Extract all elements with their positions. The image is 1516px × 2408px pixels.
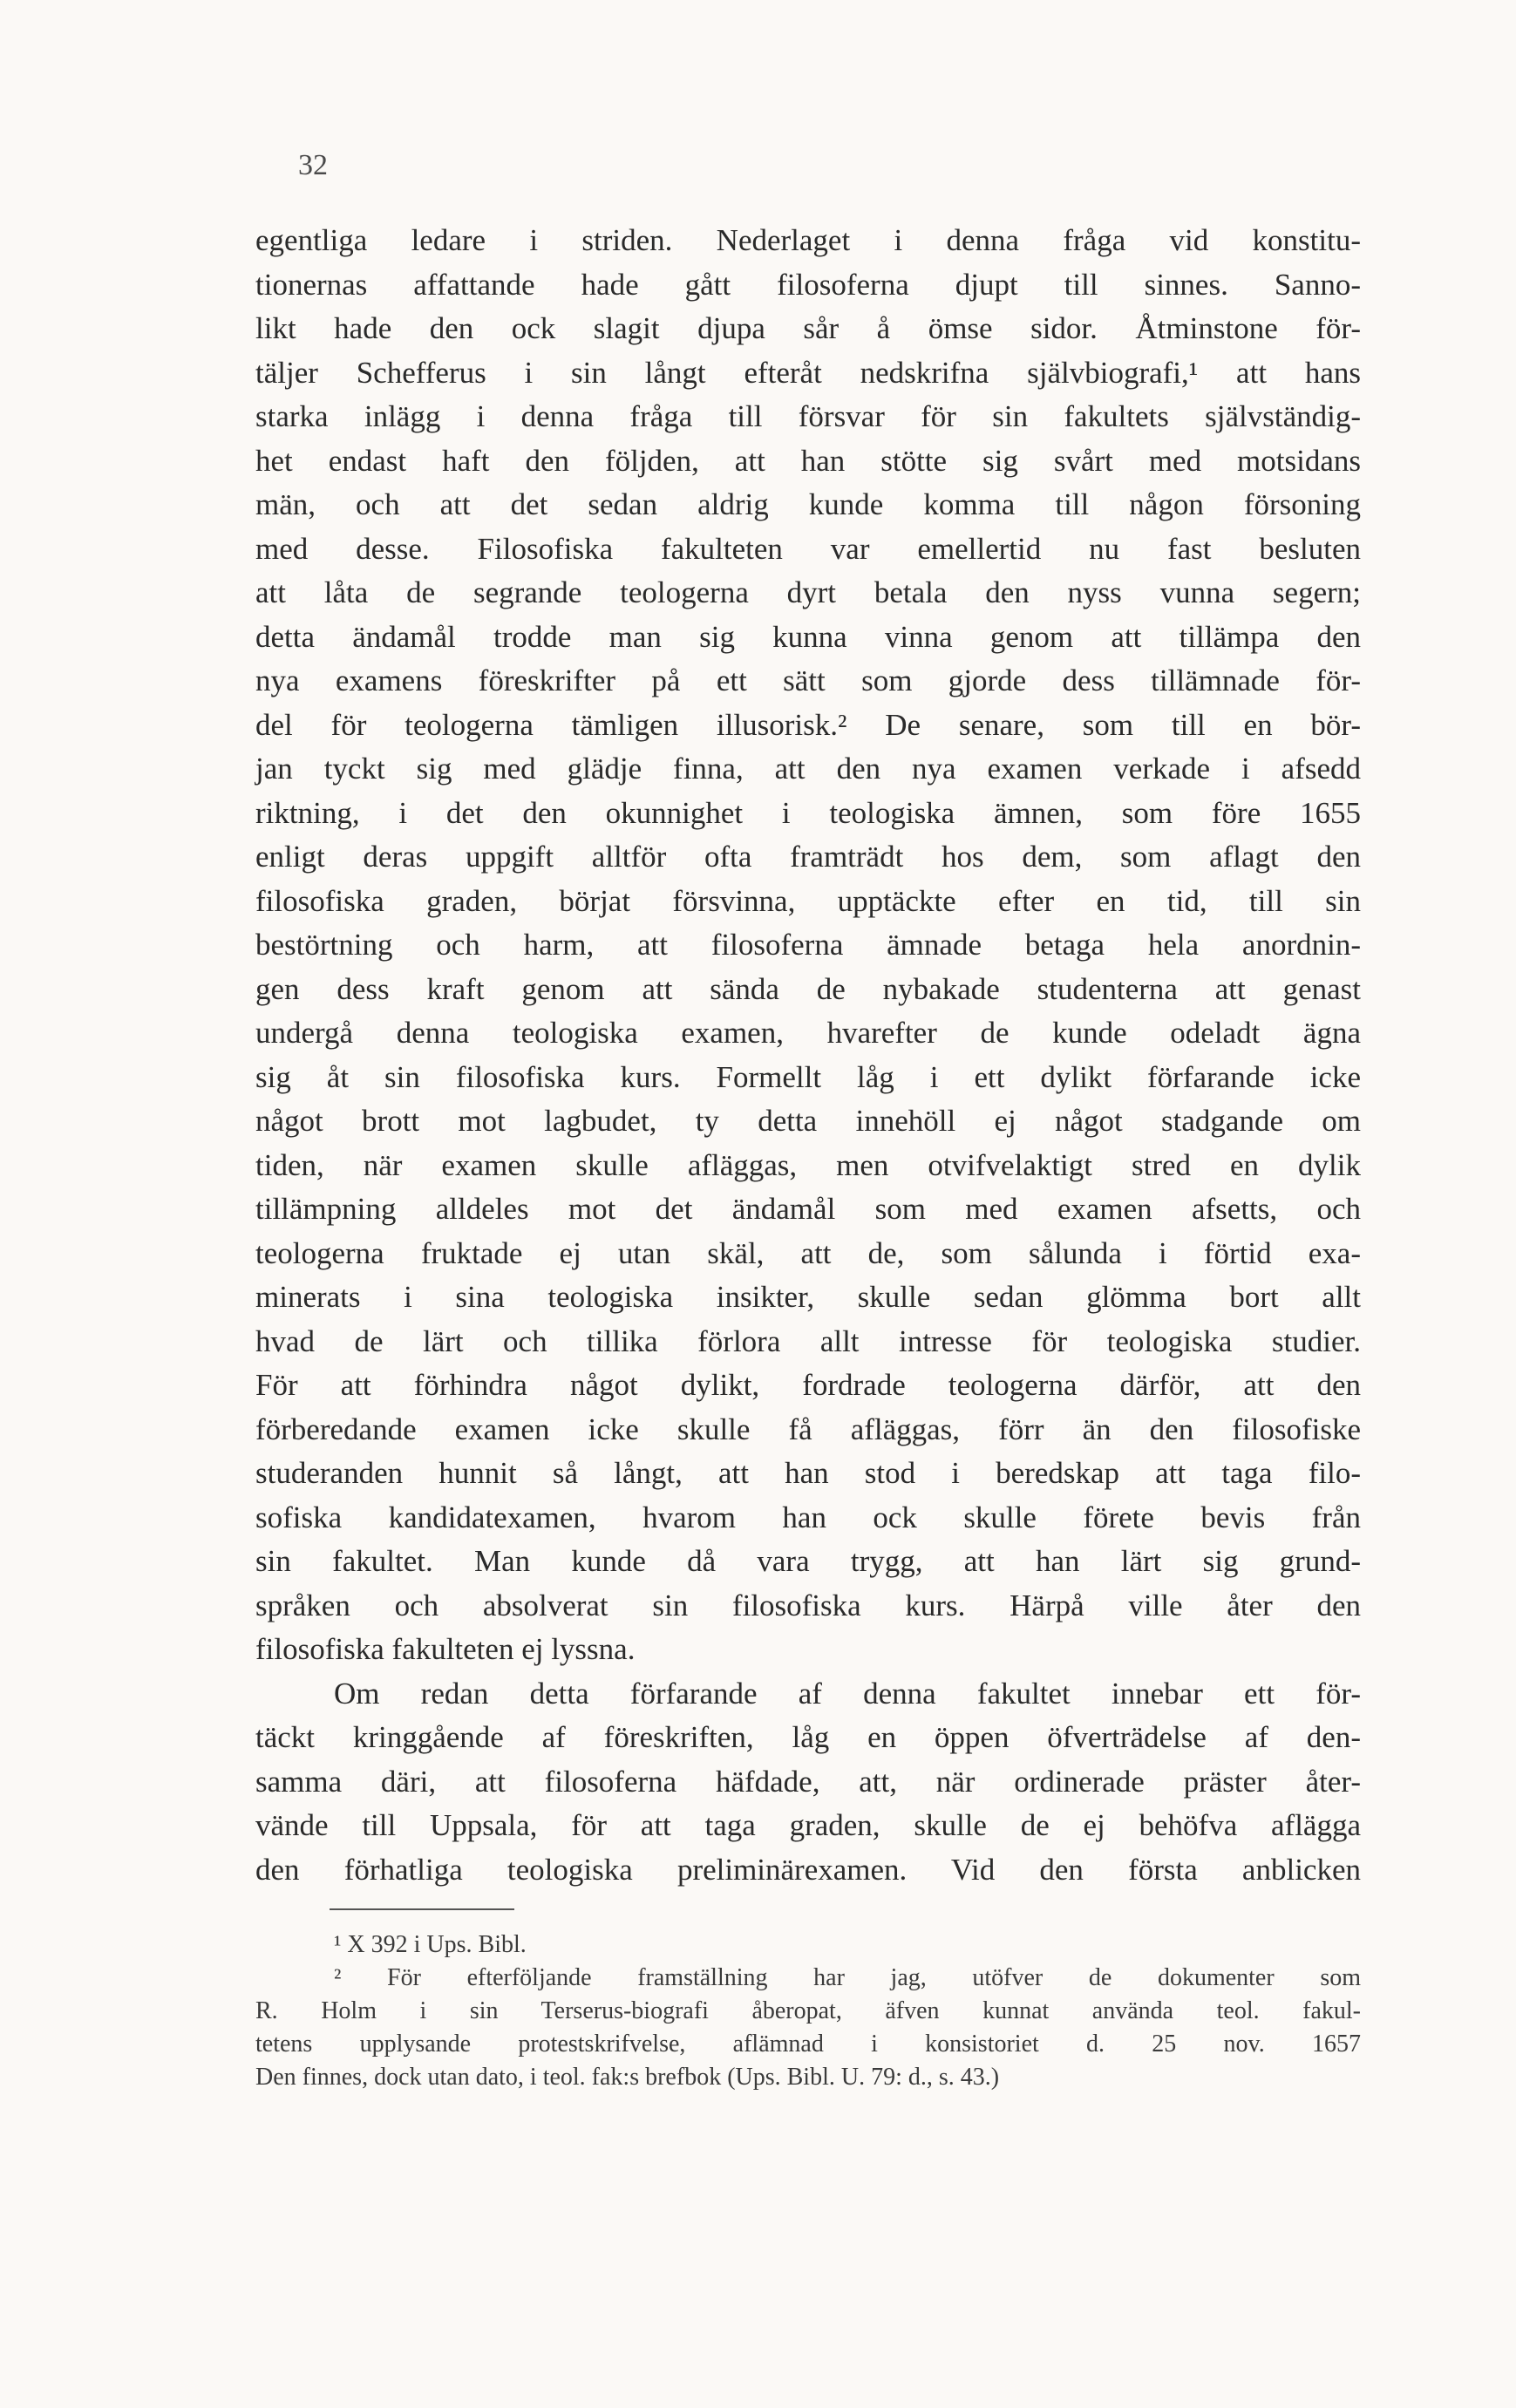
footnote-divider [330,1908,514,1910]
text-line: bestörtning och harm, att filosoferna ämnade betaga hela anordnin- [255,928,1361,962]
text-line: något brott mot lagbudet, ty detta innehöll ej något stadgande om [255,1104,1361,1138]
text-line: sofiska kandidatexamen, hvarom han ock skulle förete bevis från [255,1500,1361,1534]
text-line: jan tyckt sig med glädje finna, att den nya examen verkade i afsedd [255,752,1361,786]
text-line: detta ändamål trodde man sig kunna vinna genom att tillämpa den [255,619,1361,654]
text-line: filosofiska fakulteten ej lyssna. [255,1632,636,1666]
text-line: samma däri, att filosoferna häfdade, att, när ordinerade präster åter- [255,1764,1361,1799]
text-line: undergå denna teologiska examen, hvarefter de kunde odeladt ägna [255,1016,1361,1050]
text-line: tiden, när examen skulle afläggas, men otvifvelaktigt stred en dylik [255,1147,1361,1182]
body-text [255,219,1361,1892]
text-line: täckt kringgående af föreskriften, låg en öppen öfverträdelse af den- [255,1720,1361,1754]
text-line: starka inlägg i denna fråga till försvar för sin fakultets självständig- [255,399,1361,433]
text-line: med desse. Filosofiska fakulteten var emellertid nu fast besluten [255,531,1361,566]
text-line: filosofiska graden, börjat försvinna, upptäckte efter en tid, till sin [255,883,1361,918]
text-line: sin fakultet. Man kunde då vara trygg, att han lärt sig grund- [255,1544,1361,1578]
text-line: vände till Uppsala, för att taga graden, skulle de ej behöfva aflägga [255,1808,1361,1842]
text-line: För att förhindra något dylikt, fordrade teologerna därför, att den [255,1368,1361,1402]
text-line: förberedande examen icke skulle få afläggas, förr än den filosofiske [255,1411,1361,1446]
text-line: minerats i sina teologiska insikter, skulle sedan glömma bort allt [255,1280,1361,1314]
page-number: 32 [298,149,328,181]
text-line: enligt deras uppgift alltför ofta framträdt hos dem, som aflagt den [255,840,1361,874]
text-line: del för teologerna tämligen illusorisk.² De senare, som till en bör- [255,707,1361,742]
text-line: språken och absolverat sin filosofiska kurs. Härpå ville åter den [255,1588,1361,1622]
text-line: Om redan detta förfarande af denna fakultet innebar ett för- [334,1676,1361,1711]
footnotes [255,1928,1361,2094]
text-line: tionernas affattande hade gått filosoferna djupt till sinnes. Sanno- [255,267,1361,302]
text-line: att låta de segrande teologerna dyrt betala den nyss vunna segern; [255,575,1361,609]
text-line: likt hade den ock slagit djupa sår å ömse sidor. Åtminstone för- [255,311,1361,345]
text-line: män, och att det sedan aldrig kunde komma till någon försoning [255,487,1361,521]
text-line: täljer Schefferus i sin långt efteråt nedskrifna självbiografi,¹ att hans [255,355,1361,390]
text-line: tillämpning alldeles mot det ändamål som med examen afsetts, och [255,1192,1361,1226]
text-line: het endast haft den följden, att han stötte sig svårt med motsidans [255,443,1361,478]
footnote-2: ² För efterföljande framställning har jag, utöfver de dokumenter som [334,1964,1361,1991]
text-line: sig åt sin filosofiska kurs. Formellt låg i ett dylikt förfarande icke [255,1059,1361,1094]
text-line: teologerna fruktade ej utan skäl, att de, som sålunda i förtid exa- [255,1235,1361,1270]
footnote-2-line: R. Holm i sin Terserus-biografi åberopat, äfven kunnat använda teol. fakul- [255,1997,1361,2024]
footnote-1: ¹ X 392 i Ups. Bibl. [334,1931,527,1958]
text-line: gen dess kraft genom att sända de nybakade studenterna att genast [255,971,1361,1006]
text-line: studeranden hunnit så långt, att han stod i beredskap att taga filo- [255,1456,1361,1490]
footnote-2-line: tetens upplysande protestskrifvelse, aflämnad i konsistoriet d. 25 nov. 1657 [255,2030,1361,2058]
text-line: egentliga ledare i striden. Nederlaget i denna fråga vid konstitu- [255,223,1361,257]
footnote-2-line: Den finnes, dock utan dato, i teol. fak:s brefbok (Ups. Bibl. U. 79: d., s. 43.) [255,2064,1000,2091]
text-line: den förhatliga teologiska preliminärexamen. Vid den första anblicken [255,1852,1361,1887]
text-line: hvad de lärt och tillika förlora allt intresse för teologiska studier. [255,1323,1361,1358]
text-line: nya examens föreskrifter på ett sätt som gjorde dess tillämnade för- [255,663,1361,697]
text-line: riktning, i det den okunnighet i teologiska ämnen, som före 1655 [255,795,1361,830]
